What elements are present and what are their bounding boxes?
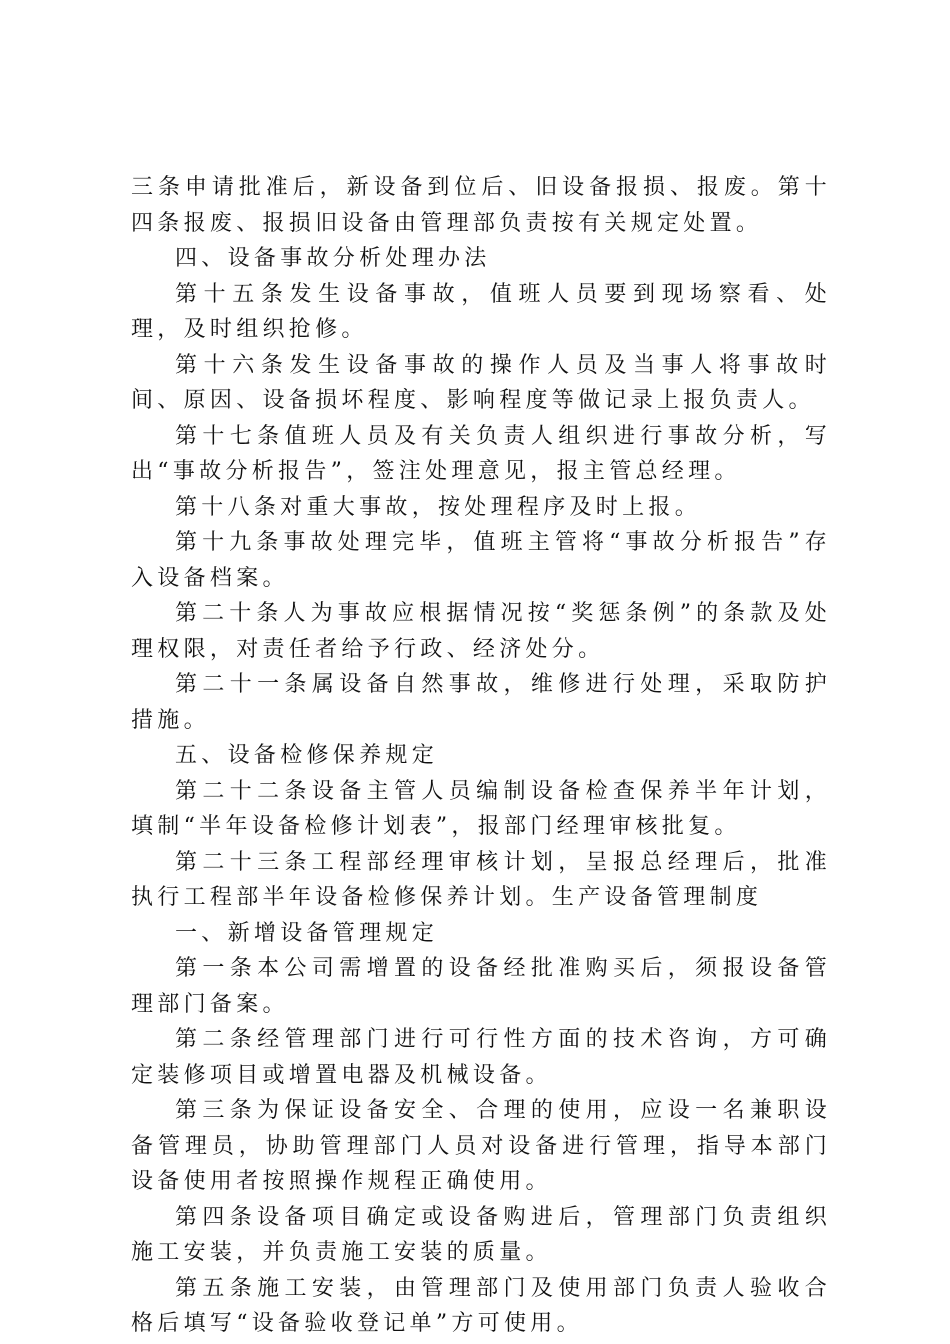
section-heading-4: 四、设备事故分析处理办法 [175, 246, 491, 271]
article-2: 第二条经管理部门进行可行性方面的技术咨询，方可确定装修项目或增置电器及机械设备。 [131, 1027, 831, 1088]
article-17: 第十七条值班人员及有关负责人组织进行事故分析，写出“事故分析报告”，签注处理意见，报主管总经理。 [131, 423, 831, 484]
section-heading-5: 五、设备检修保养规定 [175, 743, 439, 768]
article-5: 第五条施工安装，由管理部门及使用部门负责人验收合格后填写“设备验收登记单”方可使用。 [131, 1275, 831, 1336]
article-22: 第二十二条设备主管人员编制设备检查保养半年计划，填制“半年设备检修计划表”，报部门经理审核批复。 [131, 778, 831, 839]
article-20: 第二十条人为事故应根据情况按“奖惩条例”的条款及处理权限，对责任者给予行政、经济处分。 [131, 601, 831, 662]
paragraph-continuation: 三条申请批准后，新设备到位后、旧设备报损、报废。第十四条报废、报损旧设备由管理部负责按有关规定处置。 [131, 175, 831, 236]
article-16: 第十六条发生设备事故的操作人员及当事人将事故时间、原因、设备损坏程度、影响程度等做记录上报负责人。 [131, 352, 831, 413]
article-21: 第二十一条属设备自然事故，维修进行处理，采取防护措施。 [131, 672, 831, 733]
document-body [131, 170, 831, 1342]
article-4: 第四条设备项目确定或设备购进后，管理部门负责组织施工安装，并负责施工安装的质量。 [131, 1204, 831, 1265]
section-heading-1: 一、新增设备管理规定 [175, 920, 439, 946]
article-3: 第三条为保证设备安全、合理的使用，应设一名兼职设备管理员，协助管理部门人员对设备进行管理，指导本部门设备使用者按照操作规程正确使用。 [131, 1098, 831, 1194]
article-18: 第十八条对重大事故，按处理程序及时上报。 [175, 494, 702, 520]
article-23: 第二十三条工程部经理审核计划，呈报总经理后，批准执行工程部半年设备检修保养计划。生产设备管理制度 [131, 849, 831, 910]
article-19: 第十九条事故处理完毕，值班主管将“事故分析报告”存入设备档案。 [131, 530, 831, 591]
article-15: 第十五条发生设备事故，值班人员要到现场察看、处理，及时组织抢修。 [131, 281, 831, 342]
article-1: 第一条本公司需增置的设备经批准购买后，须报设备管理部门备案。 [131, 956, 831, 1017]
